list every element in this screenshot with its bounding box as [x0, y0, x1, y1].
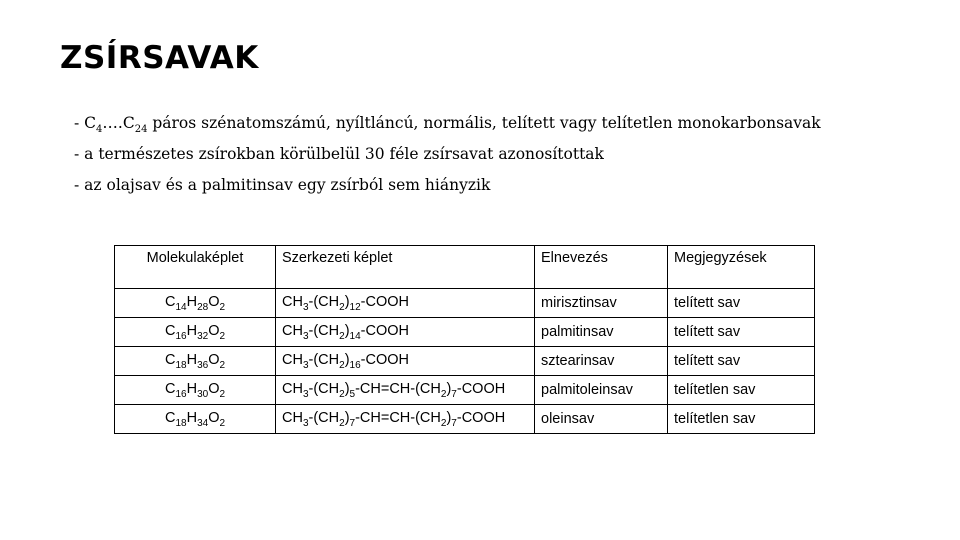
name-cell: mirisztinsav	[535, 289, 668, 318]
table-header-row	[115, 246, 815, 289]
header-structural-formula: Szerkezeti képlet	[276, 246, 535, 289]
molecular-formula-cell: $C_{18}H_{34}O_2$	[115, 405, 276, 434]
structural-formula-cell: $CH_3-(CH_2)_5-CH=CH-(CH_2)_7$-COOH	[276, 376, 535, 405]
fatty-acid-table	[114, 245, 815, 434]
table-row	[115, 347, 815, 376]
name-cell: palmitoleinsav	[535, 376, 668, 405]
molecular-formula-cell: $C_{14}H_{28}O_2$	[115, 289, 276, 318]
name-cell: palmitinsav	[535, 318, 668, 347]
note-cell: telítetlen sav	[668, 405, 815, 434]
table-row	[115, 289, 815, 318]
header-notes: Megjegyzések	[668, 246, 815, 289]
slide-title: ZSÍRSAVAK	[60, 40, 259, 76]
bullet-item: - az olajsav és a palmitinsav egy zsírból sem hiányzik	[74, 176, 491, 194]
bullet-item: - a természetes zsírokban körülbelül 30 féle zsírsavat azonosítottak	[74, 145, 604, 163]
molecular-formula-cell: $C_{16}H_{32}O_2$	[115, 318, 276, 347]
note-cell: telített sav	[668, 347, 815, 376]
structural-formula-cell: $CH_3-(CH_2)_7-CH=CH-(CH_2)_7$-COOH	[276, 405, 535, 434]
table-row	[115, 376, 815, 405]
bullet-item: - $C_4\dots.C_{24}$ páros szénatomszámú, nyíltláncú, normális, telített vagy telítetlen monokarbonsavak	[74, 114, 821, 136]
structural-formula-cell: $CH_3-(CH_2)_{16}$-COOH	[276, 347, 535, 376]
note-cell: telítetlen sav	[668, 376, 815, 405]
table-row	[115, 405, 815, 434]
bullet-list	[74, 112, 821, 205]
note-cell: telített sav	[668, 289, 815, 318]
header-name: Elnevezés	[535, 246, 668, 289]
molecular-formula-cell: $C_{16}H_{30}O_2$	[115, 376, 276, 405]
molecular-formula-cell: $C_{18}H_{36}O_2$	[115, 347, 276, 376]
structural-formula-cell: $CH_3-(CH_2)_{12}$-COOH	[276, 289, 535, 318]
note-cell: telített sav	[668, 318, 815, 347]
name-cell: oleinsav	[535, 405, 668, 434]
table-row	[115, 318, 815, 347]
name-cell: sztearinsav	[535, 347, 668, 376]
header-molecular-formula: Molekulaképlet	[115, 246, 276, 289]
structural-formula-cell: $CH_3-(CH_2)_{14}$-COOH	[276, 318, 535, 347]
